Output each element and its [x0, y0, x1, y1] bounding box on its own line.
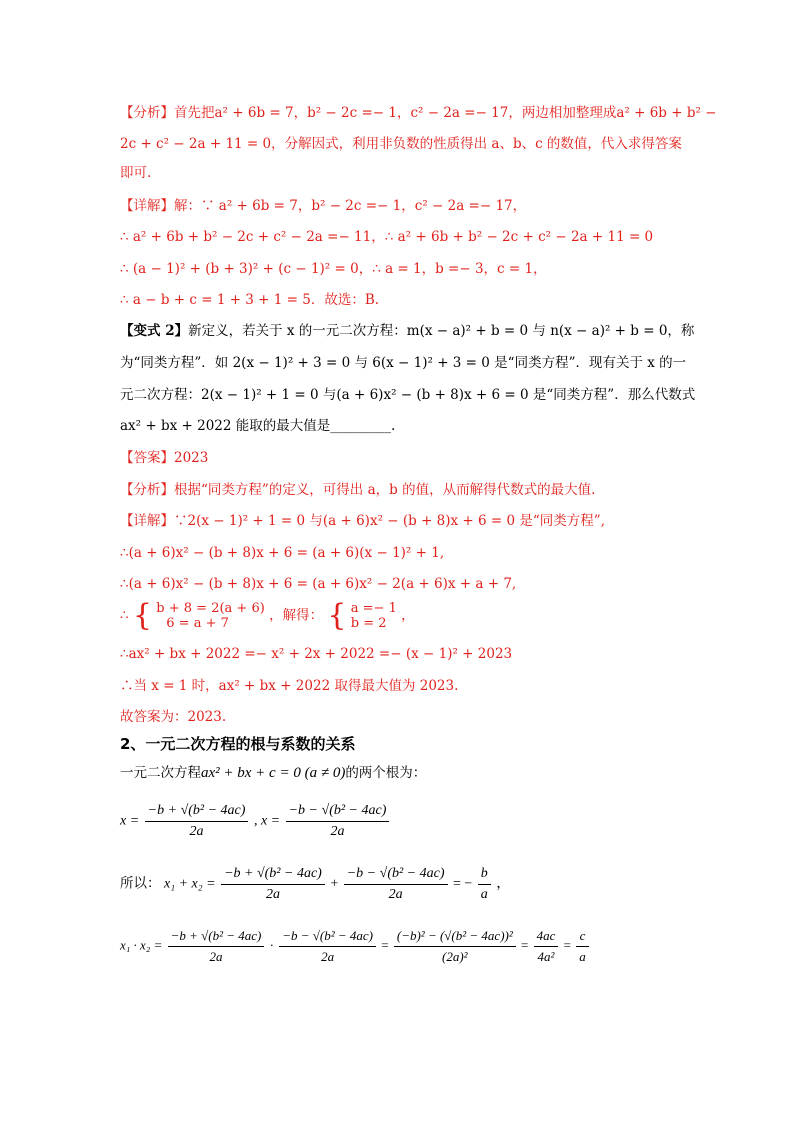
- product-formula: x₁ · x₂ = $\frac{\text{−b + √(b² − 4ac)}}{2a}$ · $\frac{\text{−b − √(b² − 4ac)}}{2a}$ = $\frac{\text{(−b)² − (√(b² − 4ac))²}}{\text{(2a)²}}$ = $\frac{4ac}{\text{4a²}}$ = $\frac{c}{a}$: [120, 928, 591, 965]
- solution-1-line-3: ∴ (a − 1)² + (b + 3)² + (c − 1)² = 0，∴ a = 1，b =− 3，c = 1，: [120, 261, 547, 277]
- analysis-1-line-2: 2c + c² − 2a + 11 = 0，分解因式，利用非负数的性质得出 a、b、c 的数值，代入求得答案: [120, 136, 682, 152]
- analysis-2: 【分析】根据“同类方程”的定义，可得出 a，b 的值，从而解得代数式的最大值.: [120, 482, 596, 498]
- solution-1-line-4: ∴ a − b + c = 1 + 3 + 1 = 5．故选：B.: [120, 292, 380, 308]
- solution-2-line-5: ∴ax² + bx + 2022 =− x² + 2x + 2022 =− (x − 1)² + 2023: [120, 646, 513, 662]
- solution-2-line-2: ∴(a + 6)x² − (b + 8)x + 6 = (a + 6)(x − 1)² + 1,: [120, 545, 445, 561]
- variant-2-line-1: 【变式 2】新定义，若关于 x 的一元二次方程：m(x − a)² + b = 0 与 n(x − a)² + b = 0，称: [120, 323, 695, 339]
- section-intro: 一元二次方程ax² + bx + c = 0 (a ≠ 0)的两个根为：: [120, 765, 427, 781]
- system-2: a =− 1 b = 2: [350, 601, 397, 631]
- product-fraction-3: $\frac{\text{(−b)² − (√(b² − 4ac))²}}{\text{(2a)²}}$: [394, 928, 516, 965]
- sum-result-fraction: $\frac{b}{a}$: [478, 866, 491, 903]
- left-brace-icon: {: [132, 598, 152, 633]
- system-1: b + 8 = 2(a + 6) 6 = a + 7: [156, 601, 265, 631]
- roots-formula: x = $\frac{\text{−b + √(b² − 4ac)}}{2a}$ , x = $\frac{\text{−b − √(b² − 4ac)}}{2a}$: [120, 803, 391, 840]
- analysis-1-line-1: 【分析】首先把a² + 6b = 7，b² − 2c =− 1，c² − 2a =− 17，两边相加整理成a² + 6b + b² −: [120, 105, 717, 121]
- solution-1-line-2: ∴ a² + 6b + b² − 2c + c² − 2a =− 11，∴ a² + 6b + b² − 2c + c² − 2a + 11 = 0: [120, 229, 654, 245]
- analysis-1-line-3: 即可.: [120, 165, 152, 181]
- root-fraction-2: $\frac{\text{−b − √(b² − 4ac)}}{2a}$: [286, 803, 390, 840]
- sum-formula: 所以： x₁ + x₂ = $\frac{\text{−b + √(b² − 4ac)}}{2a}$ + $\frac{\text{−b − √(b² − 4ac)}}{2a}$ = − $\frac{b}{a}$ ，: [120, 866, 511, 902]
- product-fraction-5: $\frac{c}{a}$: [576, 928, 589, 965]
- sum-fraction-2: $\frac{\text{−b − √(b² − 4ac)}}{2a}$: [344, 866, 448, 903]
- root-fraction-1: $\frac{\text{−b + √(b² − 4ac)}}{2a}$: [145, 803, 249, 840]
- product-fraction-1: $\frac{\text{−b + √(b² − 4ac)}}{2a}$: [168, 928, 265, 965]
- answer-2: 【答案】2023: [120, 450, 209, 466]
- product-fraction-2: $\frac{\text{−b − √(b² − 4ac)}}{2a}$: [279, 928, 376, 965]
- variant-2-tag: 【变式 2】: [120, 323, 189, 339]
- product-fraction-4: $\frac{4ac}{\text{4a²}}$: [534, 928, 559, 965]
- solution-2-line-1: 【详解】∵2(x − 1)² + 1 = 0 与(a + 6)x² − (b + 8)x + 6 = 0 是“同类方程”,: [120, 513, 605, 529]
- solution-2-line-3: ∴(a + 6)x² − (b + 8)x + 6 = (a + 6)x² − 2(a + 6)x + a + 7,: [120, 576, 517, 592]
- solution-2-line-7: 故答案为：2023.: [120, 709, 227, 725]
- section-title: 2、一元二次方程的根与系数的关系: [120, 735, 356, 753]
- variant-2-line-2: 为“同类方程”．如 2(x − 1)² + 3 = 0 与 6(x − 1)² + 3 = 0 是“同类方程”．现有关于 x 的一: [120, 355, 687, 371]
- left-brace-icon: {: [327, 598, 347, 633]
- sum-fraction-1: $\frac{\text{−b + √(b² − 4ac)}}{2a}$: [221, 866, 325, 903]
- solution-2-line-6: ∴当 x = 1 时，ax² + bx + 2022 取得最大值为 2023.: [120, 678, 459, 694]
- variant-2-line-4: ax² + bx + 2022 能取的最大值是_________.: [120, 418, 396, 434]
- variant-2-line-3: 元二次方程：2(x − 1)² + 1 = 0 与(a + 6)x² − (b + 8)x + 6 = 0 是“同类方程”．那么代数式: [120, 387, 696, 403]
- solution-1-line-1: 【详解】解：∵ a² + 6b = 7，b² − 2c =− 1，c² − 2a =− 17，: [120, 198, 527, 214]
- solution-2-system: ∴ { b + 8 = 2(a + 6) 6 = a + 7 ，解得： { a =− 1 b = 2 ，: [120, 598, 415, 633]
